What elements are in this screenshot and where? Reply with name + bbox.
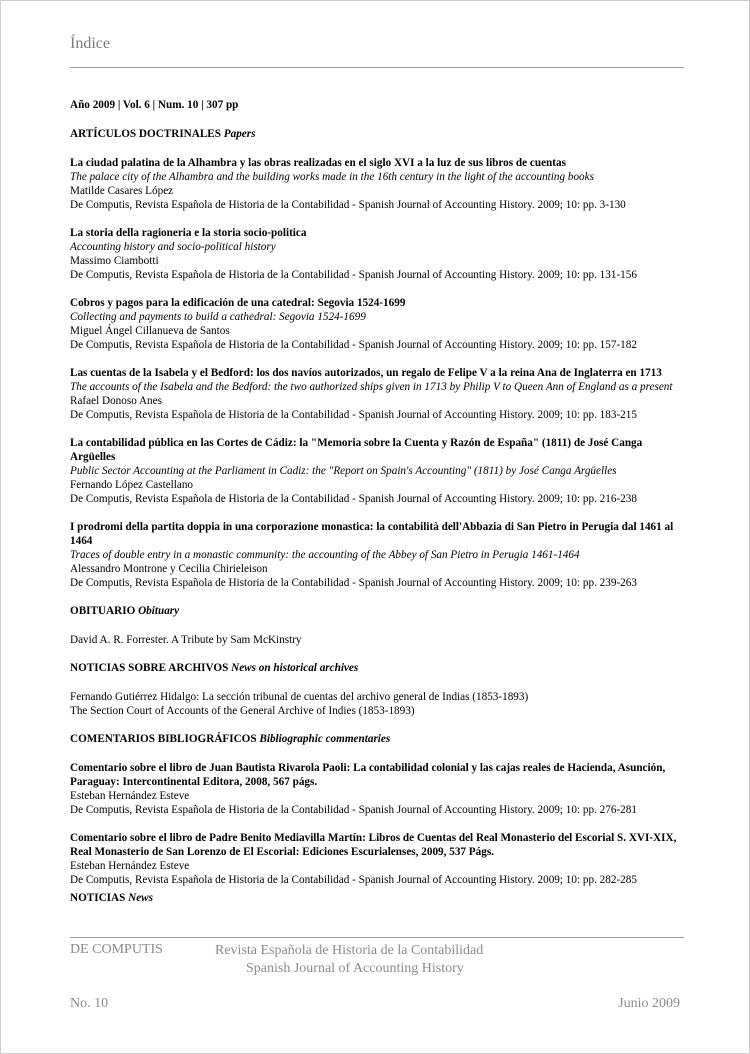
footer-journal-short: DE COMPUTIS (70, 942, 163, 957)
article-title[interactable]: Las cuentas de la Isabela y el Bedford: los dos navíos autorizados, un regalo de Felipe V a la reina Ana de Inglaterra en 1713 (70, 367, 662, 379)
article-entry (70, 366, 684, 422)
article-title[interactable]: I prodromi della partita doppia in una corporazione monastica: la contabilità dell'Abbazia di San Pietro in Perugia dal 1461 al 1464 (70, 521, 674, 547)
footer-journal-name (215, 942, 483, 978)
section-heading-obituary (70, 604, 684, 618)
section-heading-es: ARTÍCULOS DOCTRINALES (70, 128, 221, 140)
article-title-en: The palace city of the Alhambra and the building works made in the 16th century in the light of the accounting books (70, 171, 594, 183)
article-author: Fernando López Castellano (70, 479, 194, 491)
review-author: Esteban Hernández Esteve (70, 860, 190, 872)
section-heading-en: News (128, 892, 154, 904)
section-heading-en: News on historical archives (231, 662, 359, 674)
article-title-en: Traces of double entry in a monastic community: the accounting of the Abbey of San Pietro in Perugia 1461-1464 (70, 549, 580, 561)
article-entry (70, 296, 684, 352)
article-title-en: Accounting history and socio-political history (70, 241, 276, 253)
article-title[interactable]: Cobros y pagos para la edificación de una catedral: Segovia 1524-1699 (70, 297, 406, 309)
section-heading-en: Obituary (138, 605, 180, 617)
footer-journal-es: Revista Española de Historia de la Contabilidad (215, 943, 484, 958)
article-author: Rafael Donoso Anes (70, 395, 162, 407)
article-author: Massimo Ciambotti (70, 255, 159, 267)
section-heading-en: Bibliographic commentaries (259, 733, 391, 745)
article-title-en: The accounts of the Isabela and the Bedford: the two authorized ships given in 1713 by Philip V to Queen Ann of England as a present (70, 381, 673, 393)
footer-issue-number: No. 10 (70, 996, 109, 1011)
article-title-en: Public Sector Accounting at the Parliament in Cadiz: the "Report on Spain's Accounting" (1811) by José Canga Argüelles (70, 465, 617, 477)
article-citation: De Computis, Revista Española de Historia de la Contabilidad - Spanish Journal of Accounting History. 2009; 10: pp. 157-182 (70, 339, 637, 351)
article-title[interactable]: La storia della ragioneria e la storia socio-politica (70, 227, 307, 239)
article-title[interactable]: La ciudad palatina de la Alhambra y las obras realizadas en el siglo XVI a la luz de sus libros de cuentas (70, 157, 566, 169)
article-citation: De Computis, Revista Española de Historia de la Contabilidad - Spanish Journal of Accounting History. 2009; 10: pp. 131-156 (70, 269, 637, 281)
review-title[interactable]: Comentario sobre el libro de Juan Bautista Rivarola Paoli: La contabilidad colonial y las cajas reales de Hacienda, Asunción, Paraguay: Intercontinental Editora, 2008, 567 págs. (70, 762, 666, 788)
footer-journal-en: Spanish Journal of Accounting History (246, 961, 464, 976)
review-title[interactable]: Comentario sobre el libro de Padre Benito Mediavilla Martín: Libros de Cuentas del Real Monasterio del Escorial S. XVI-XIX, Real Monasterio de San Lorenzo de El Escorial: Ediciones Escurialenses, 2009, 537 Págs. (70, 832, 677, 858)
page-title: Índice (70, 35, 110, 52)
section-heading-en: Papers (223, 128, 256, 140)
article-author: Alessandro Montrone y Cecilia Chirieleison (70, 563, 268, 575)
article-citation: De Computis, Revista Española de Historia de la Contabilidad - Spanish Journal of Accounting History. 2009; 10: pp. 183-215 (70, 409, 637, 421)
archive-news-title[interactable]: Fernando Gutiérrez Hidalgo: La sección tribunal de cuentas del archivo general de Indias (1853-1893) (70, 691, 529, 703)
section-heading-es: NOTICIAS (70, 892, 126, 904)
section-heading-reviews (70, 732, 684, 746)
section-heading-news (70, 891, 684, 905)
review-entry (70, 761, 684, 817)
article-entry (70, 520, 684, 590)
header-rule (70, 67, 684, 68)
article-author: Matilde Casares López (70, 185, 174, 197)
article-citation: De Computis, Revista Española de Historia de la Contabilidad - Spanish Journal of Accounting History. 2009; 10: pp. 3-130 (70, 199, 626, 211)
article-entry (70, 156, 684, 212)
footer-issue-date: Junio 2009 (618, 996, 680, 1011)
section-heading-es: OBITUARIO (70, 605, 136, 617)
obituary-title[interactable]: David A. R. Forrester. A Tribute by Sam McKinstry (70, 634, 302, 646)
article-citation: De Computis, Revista Española de Historia de la Contabilidad - Spanish Journal of Accounting History. 2009; 10: pp. 216-238 (70, 493, 637, 505)
article-citation: De Computis, Revista Española de Historia de la Contabilidad - Spanish Journal of Accounting History. 2009; 10: pp. 239-263 (70, 577, 637, 589)
section-heading-es: COMENTARIOS BIBLIOGRÁFICOS (70, 733, 257, 745)
issue-line: Año 2009 | Vol. 6 | Num. 10 | 307 pp (70, 99, 239, 111)
obituary-entry (70, 633, 684, 647)
archive-news-entry (70, 690, 684, 718)
table-of-contents (70, 98, 684, 920)
review-entry (70, 831, 684, 887)
article-entry (70, 226, 684, 282)
article-entry (70, 436, 684, 506)
archive-news-title-en: The Section Court of Accounts of the General Archive of Indies (1853-1893) (70, 705, 415, 717)
review-citation: De Computis, Revista Española de Historia de la Contabilidad - Spanish Journal of Accounting History. 2009; 10: pp. 276-281 (70, 804, 637, 816)
section-heading-es: NOTICIAS SOBRE ARCHIVOS (70, 662, 229, 674)
review-citation: De Computis, Revista Española de Historia de la Contabilidad - Spanish Journal of Accounting History. 2009; 10: pp. 282-285 (70, 874, 637, 886)
footer-rule (70, 937, 684, 938)
section-heading-articles (70, 127, 684, 141)
article-title[interactable]: La contabilidad pública en las Cortes de Cádiz: la "Memoria sobre la Cuenta y Razón de España" (1811) de José Canga Argüelles (70, 437, 643, 463)
article-title-en: Collecting and payments to build a cathedral: Segovia 1524-1699 (70, 311, 366, 323)
section-heading-archive-news (70, 661, 684, 675)
review-author: Esteban Hernández Esteve (70, 790, 190, 802)
article-author: Miguel Ángel Cillanueva de Santos (70, 325, 230, 337)
